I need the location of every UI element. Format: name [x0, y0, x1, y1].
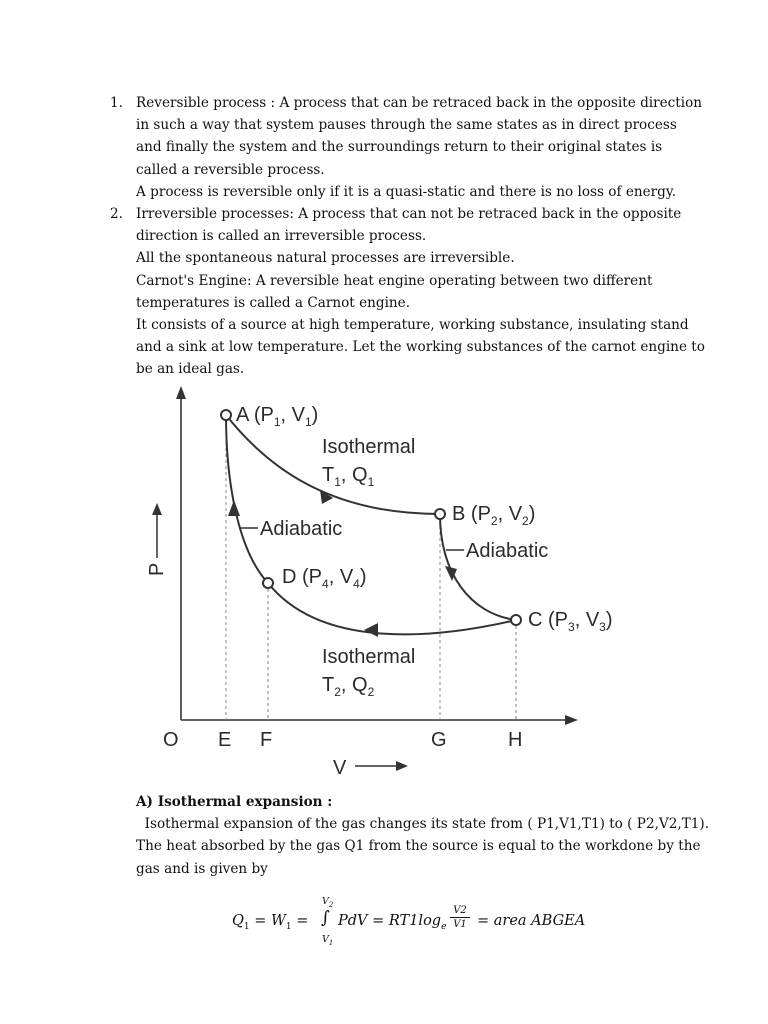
text-line: be an ideal gas.: [136, 361, 245, 378]
fraction-bar: [450, 917, 470, 918]
integral-upper-limit: $V_2$: [322, 896, 334, 909]
tick-label-h: H: [508, 729, 523, 751]
formula-rhs: = area ABGEA: [477, 913, 586, 929]
adiabatic-bc-curve: [440, 514, 516, 620]
isothermal-cd-curve: [268, 583, 516, 634]
text-line: direction is called an irreversible process.: [136, 228, 427, 245]
point-d-label: D ($P_4$, $V_4$): [282, 566, 367, 591]
text-line: It consists of a source at high temperature, working substance, insulating stand: [136, 317, 689, 334]
isothermal-bottom-params: $T_2$, $Q_2$: [322, 674, 375, 699]
tick-label-o: O: [163, 729, 179, 751]
integral-sign: ∫: [321, 908, 330, 928]
text-line: gas and is given by: [136, 860, 268, 877]
formula-lhs: $Q_1 = W_1$ =: [232, 913, 309, 932]
adiabatic-right-label: Adiabatic: [466, 540, 549, 562]
work-formula: [232, 896, 612, 950]
fraction-numerator: V2: [453, 905, 467, 916]
tick-label-f: F: [260, 729, 273, 751]
text-line: and a sink at low temperature. Let the working substances of the carnot engine to: [136, 339, 705, 356]
integral-lower-limit: $V_1$: [322, 934, 334, 947]
text-line: All the spontaneous natural processes are irreversible.: [136, 250, 515, 267]
x-axis-arrowhead: [565, 715, 578, 725]
tick-label-e: E: [218, 729, 232, 751]
arrow-ab-icon: [320, 490, 333, 504]
carnot-pv-diagram: [0, 378, 640, 778]
fraction-denominator: V1: [453, 919, 467, 930]
point-a-marker: [221, 410, 231, 420]
text-line: in such a way that system pauses through the same states as in direct process: [136, 117, 677, 134]
list-item-1: [108, 92, 703, 203]
arrow-cd-icon: [364, 623, 378, 637]
isothermal-top-params: $T_1$, $Q_1$: [322, 464, 375, 489]
isothermal-bottom-title: Isothermal: [322, 646, 416, 668]
tick-label-g: G: [431, 729, 447, 751]
arrow-da-icon: [228, 500, 240, 516]
y-axis-label: P: [146, 562, 168, 576]
x-axis-label-arrowhead: [396, 761, 408, 771]
point-c-label: C ($P_3$, $V_3$): [528, 609, 613, 634]
point-c-marker: [511, 615, 521, 625]
text-line: Irreversible processes: A process that can not be retraced back in the opposite: [136, 206, 682, 223]
text-line: temperatures is called a Carnot engine.: [136, 294, 411, 311]
list-number: 1.: [110, 95, 123, 111]
y-axis-arrowhead: [176, 386, 186, 399]
adiabatic-left-label: Adiabatic: [260, 518, 343, 540]
point-b-label: B ($P_2$, $V_2$): [452, 503, 536, 528]
text-line: and finally the system and the surroundings return to their original states is: [136, 139, 663, 156]
text-line: The heat absorbed by the gas Q1 from the source is equal to the workdone by the: [136, 838, 701, 855]
point-b-marker: [435, 509, 445, 519]
numbered-list: [108, 92, 705, 381]
list-number: 2.: [110, 206, 123, 223]
text-line: called a reversible process.: [136, 161, 325, 178]
text-line: Carnot's Engine: A reversible heat engine operating between two different: [136, 272, 653, 289]
y-axis-label-arrowhead: [152, 503, 162, 515]
point-d-marker: [263, 578, 273, 588]
point-a-label: A ($P_1$, $V_1$): [236, 404, 319, 429]
text-line: Reversible process : A process that can be retraced back in the opposite direction: [136, 95, 703, 111]
section-heading: A) Isothermal expansion :: [136, 794, 333, 810]
list-item-2: [108, 203, 705, 381]
formula-integrand: PdV = $RT1\log_e$: [338, 913, 447, 932]
x-axis-label: V: [333, 757, 347, 778]
text-line: A process is reversible only if it is a quasi-static and there is no loss of energy.: [136, 183, 677, 200]
isothermal-top-title: Isothermal: [322, 436, 416, 458]
section-isothermal-expansion: [136, 791, 710, 880]
text-line: Isothermal expansion of the gas changes its state from ( P1,V1,T1) to ( P2,V2,T1).: [136, 816, 710, 833]
volume-ratio-fraction: [450, 905, 470, 930]
